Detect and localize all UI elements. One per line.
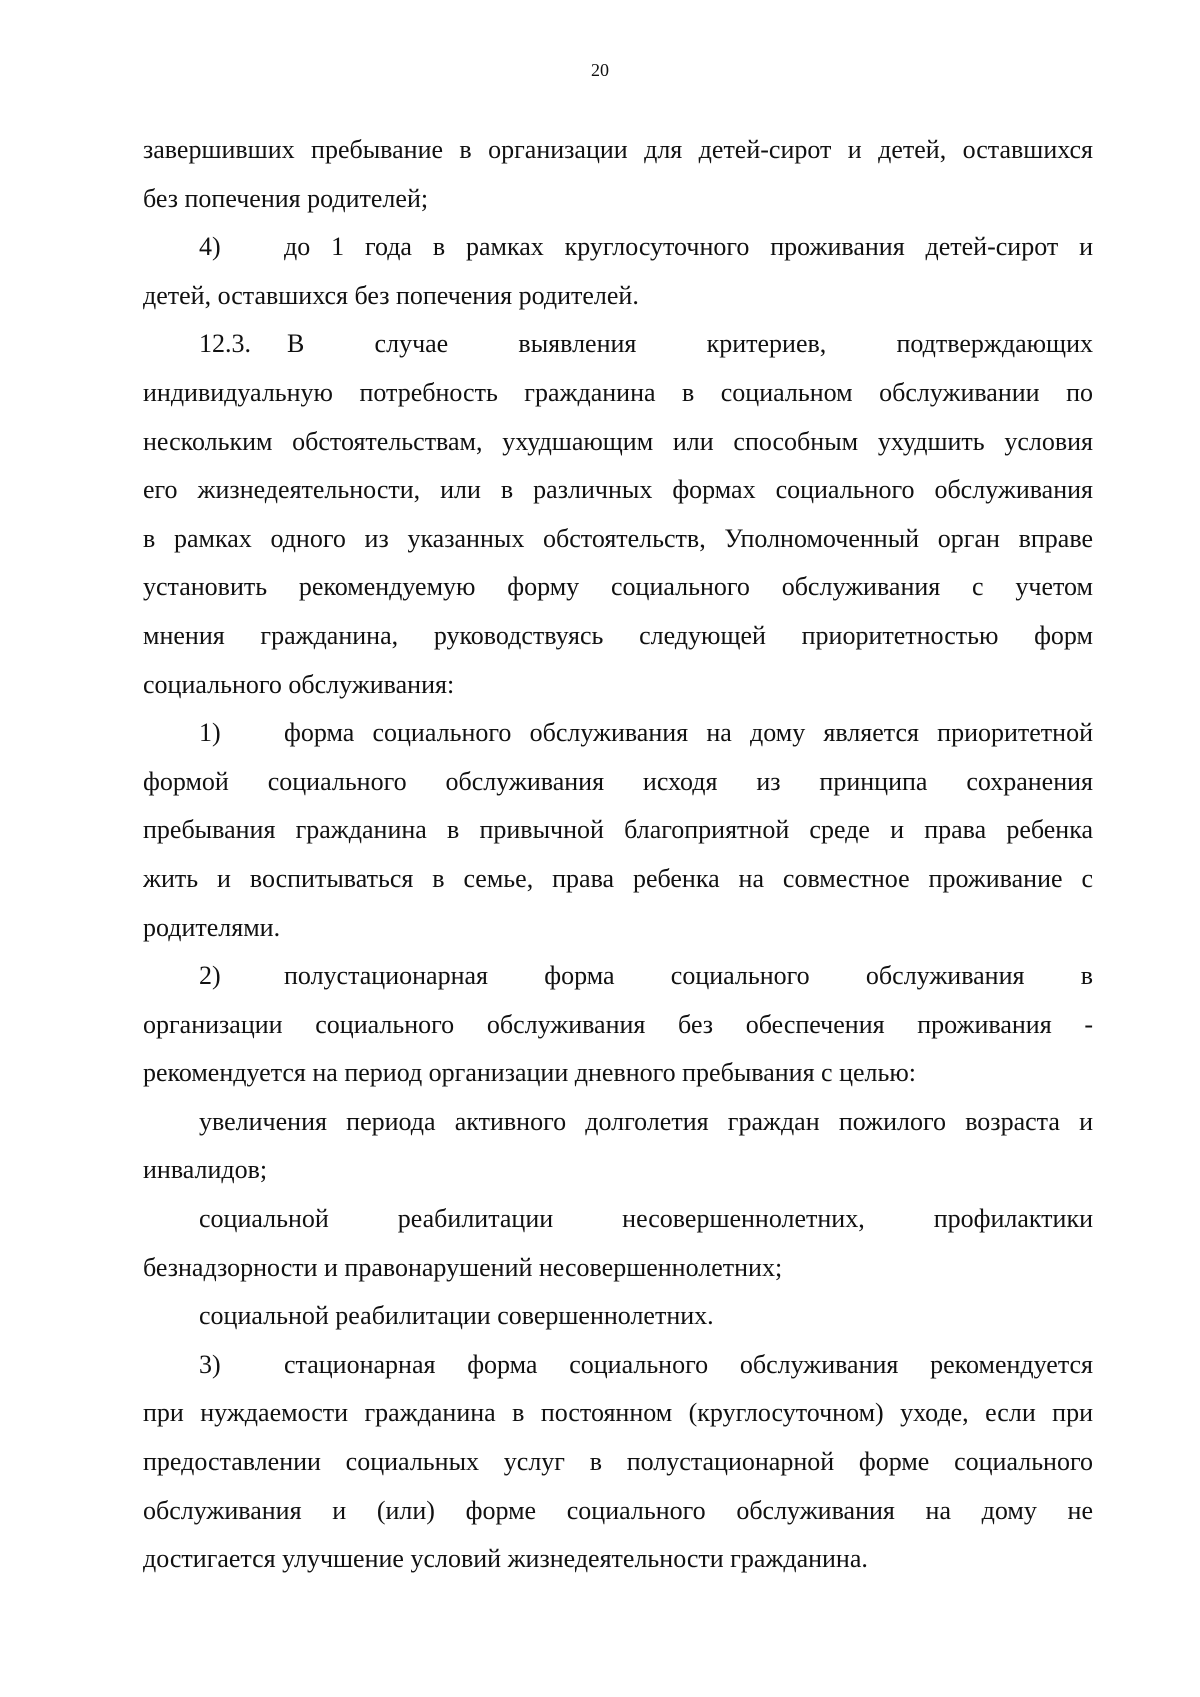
text-line: пребывания гражданина в привычной благоприятной среде и права ребенка: [143, 815, 1093, 845]
text-line: нескольким обстоятельствам, ухудшающим или способным ухудшить условия: [143, 426, 1093, 456]
text-line: обслуживания и (или) форме социального обслуживания на дому не: [143, 1495, 1093, 1525]
text-line: детей, оставшихся без попечения родителей.: [143, 280, 639, 310]
text-line: установить рекомендуемую форму социального обслуживания с учетом: [143, 572, 1093, 602]
text-line: увеличения периода активного долголетия граждан пожилого возраста и: [199, 1106, 1093, 1136]
text-line: его жизнедеятельности, или в различных формах социального обслуживания: [143, 475, 1093, 505]
list-item-4: [143, 223, 1093, 272]
text-line: безнадзорности и правонарушений несовершеннолетних;: [143, 1252, 783, 1282]
page-number: 20: [591, 60, 609, 80]
list-number: 3): [199, 1349, 221, 1379]
clause-12-3: [143, 320, 1093, 369]
text-line: формой социального обслуживания исходя из принципа сохранения: [143, 766, 1093, 796]
clause-number: 12.3.: [199, 329, 251, 359]
text-line: инвалидов;: [143, 1155, 268, 1185]
text-line: при нуждаемости гражданина в постоянном (круглосуточном) уходе, если при: [143, 1398, 1093, 1428]
text-line: предоставлении социальных услуг в полустационарной форме социального: [143, 1447, 1093, 1477]
text-line: достигается улучшение условий жизнедеятельности гражданина.: [143, 1544, 868, 1574]
text-line: В случае выявления критериев, подтверждающих: [287, 329, 1093, 359]
text-line: жить и воспитываться в семье, права ребенка на совместное проживание с: [143, 863, 1093, 893]
text-line: форма социального обслуживания на дому является приоритетной: [284, 718, 1093, 748]
text-line: социального обслуживания:: [143, 669, 455, 699]
text-line: стационарная форма социального обслуживания рекомендуется: [284, 1349, 1093, 1379]
text-line: без попечения родителей;: [143, 183, 429, 213]
document-body: [143, 126, 1093, 1584]
list-number: 4): [199, 232, 221, 262]
text-line: в рамках одного из указанных обстоятельств, Уполномоченный орган вправе: [143, 523, 1093, 553]
list-number: 1): [199, 718, 221, 748]
text-line: до 1 года в рамках круглосуточного проживания детей-сирот и: [284, 232, 1093, 262]
text-line: мнения гражданина, руководствуясь следующей приоритетностью форм: [143, 620, 1093, 650]
list-item-3: [143, 1341, 1093, 1390]
text-line: индивидуальную потребность гражданина в социальном обслуживании по: [143, 377, 1093, 407]
text-line: родителями.: [143, 912, 281, 942]
list-item-2: [143, 952, 1093, 1001]
text-line: организации социального обслуживания без обеспечения проживания -: [143, 1009, 1093, 1039]
text-line: рекомендуется на период организации дневного пребывания с целью:: [143, 1058, 917, 1088]
text-line: полустационарная форма социального обслуживания в: [284, 961, 1093, 991]
list-number: 2): [199, 961, 221, 991]
list-item-1: [143, 709, 1093, 758]
text-line: социальной реабилитации несовершеннолетних, профилактики: [199, 1204, 1093, 1234]
text-line: завершивших пребывание в организации для детей-сирот и детей, оставшихся: [143, 135, 1093, 164]
text-line: социальной реабилитации совершеннолетних.: [199, 1301, 714, 1331]
